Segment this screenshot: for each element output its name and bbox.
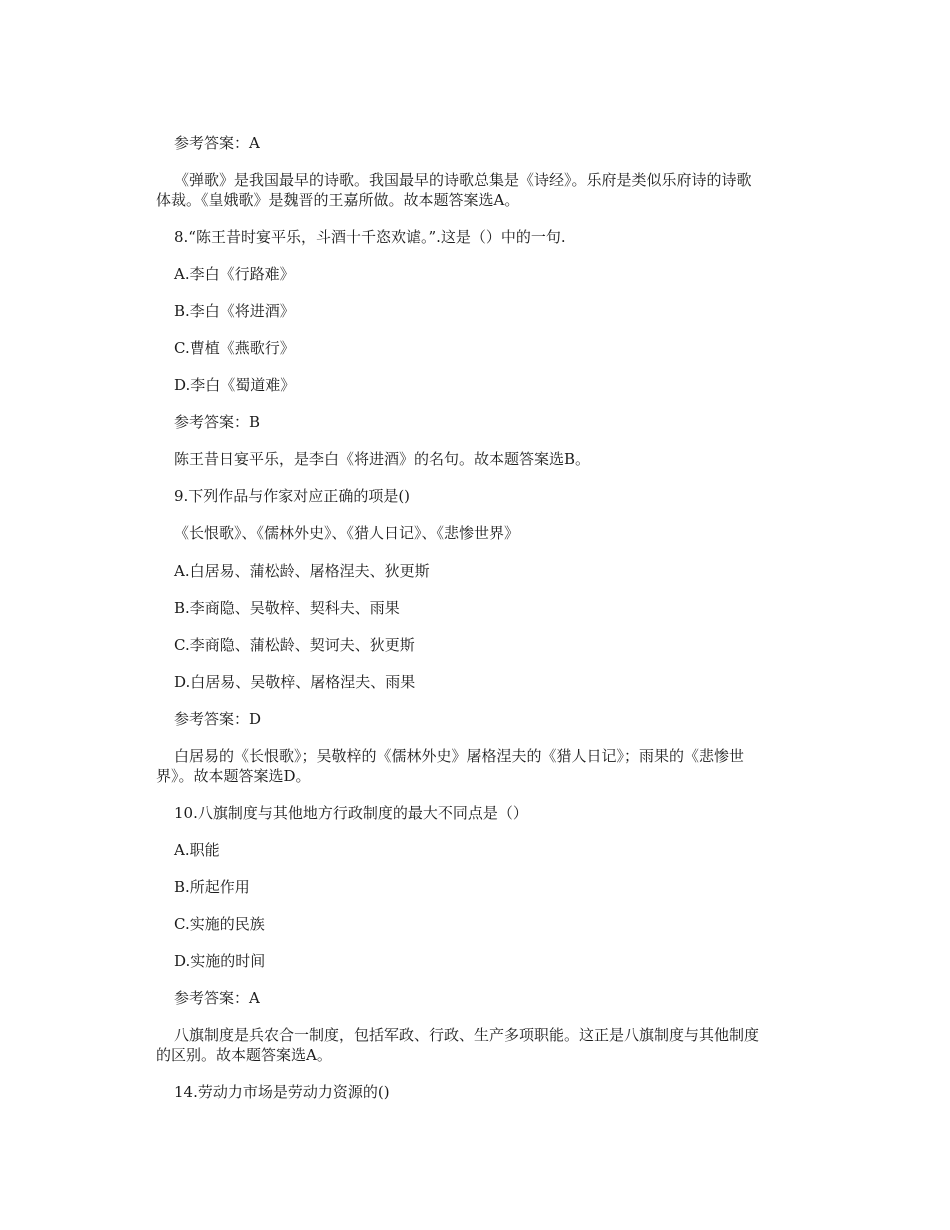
option-d: D.白居易、吴敬梓、屠格涅夫、雨果: [174, 673, 416, 691]
works-list: 《长恨歌》、《儒林外史》、《猎人日记》、《悲惨世界》: [174, 524, 520, 542]
explanation-line: 陈王昔日宴平乐，是李白《将进酒》的名句。故本题答案选B。: [174, 450, 591, 468]
answer-line: 参考答案：B: [174, 413, 261, 431]
option-c: C.李商隐、蒲松龄、契诃夫、狄更斯: [174, 636, 415, 654]
option-a: A.李白《行路难》: [174, 265, 295, 283]
question-10: 10.八旗制度与其他地方行政制度的最大不同点是（）: [174, 804, 528, 822]
answer-line: 参考答案：A: [174, 989, 260, 1007]
option-b: B.李白《将进酒》: [174, 302, 295, 320]
explanation-line: 的区别。故本题答案选A。: [156, 1046, 332, 1064]
question-14: 14.劳动力市场是劳动力资源的(): [174, 1083, 390, 1101]
answer-line: 参考答案：A: [174, 134, 260, 152]
option-c: C.实施的民族: [174, 915, 265, 933]
explanation-line: 八旗制度是兵农合一制度，包括军政、行政、生产多项职能。这正是八旗制度与其他制度: [174, 1026, 760, 1044]
explanation-line: 白居易的《长恨歌》；吴敬梓的《儒林外史》屠格涅夫的《猎人日记》；雨果的《悲惨世: [174, 747, 745, 765]
explanation-line: 界》。故本题答案选D。: [156, 767, 311, 785]
option-d: D.李白《蜀道难》: [174, 376, 296, 394]
option-d: D.实施的时间: [174, 952, 266, 970]
option-a: A.白居易、蒲松龄、屠格涅夫、狄更斯: [174, 562, 430, 580]
question-9: 9.下列作品与作家对应正确的项是(): [174, 487, 411, 505]
question-8: 8.“陈王昔时宴平乐，斗酒十千恣欢谑。”.这是（）中的一句.: [174, 228, 566, 246]
option-b: B.所起作用: [174, 878, 250, 896]
answer-line: 参考答案：D: [174, 710, 262, 728]
option-b: B.李商隐、吴敬梓、契科夫、雨果: [174, 599, 400, 617]
option-c: C.曹植《燕歌行》: [174, 339, 295, 357]
option-a: A.职能: [174, 841, 220, 859]
explanation-line: 《弹歌》是我国最早的诗歌。我国最早的诗歌总集是《诗经》。乐府是类似乐府诗的诗歌: [174, 171, 752, 189]
explanation-line: 体裁。《皇娥歌》是魏晋的王嘉所做。故本题答案选A。: [156, 191, 520, 209]
